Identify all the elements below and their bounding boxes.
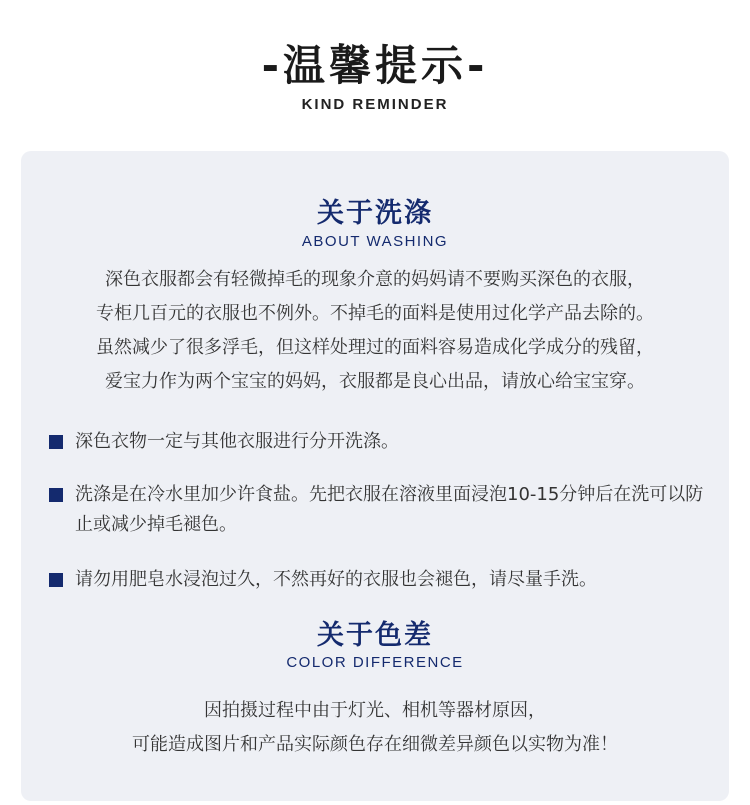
washing-bullet (49, 427, 714, 457)
washing-paragraph-line: 虽然减少了很多浮毛，但这样处理过的面料容易造成化学成分的残留， (96, 337, 654, 358)
bullet-square-icon (49, 435, 63, 449)
color-paragraph-line: 因拍摄过程中由于灯光、相机等器材原因， (204, 700, 546, 721)
bullet-square-icon (49, 573, 63, 587)
washing-paragraph (21, 263, 729, 399)
washing-paragraph-line: 爱宝力作为两个宝宝的妈妈，衣服都是良心出品，请放心给宝宝穿。 (105, 371, 645, 392)
color-section-title: 关于色差 (317, 620, 433, 651)
washing-bullet-text: 深色衣物一定与其他衣服进行分开洗涤。 (75, 431, 399, 452)
washing-section-subtitle: ABOUT WASHING (301, 233, 449, 250)
washing-bullet (49, 565, 714, 595)
color-section-subtitle: COLOR DIFFERENCE (286, 654, 464, 671)
washing-bullet (49, 480, 714, 540)
bullet-square-icon (49, 488, 63, 502)
header (0, 38, 750, 113)
color-paragraph-line: 可能造成图片和产品实际颜色存在细微差异颜色以实物为准！ (132, 734, 618, 755)
washing-bullet-text: 洗涤是在冷水里加少许食盐。先把衣服在溶液里面浸泡10-15分钟后在洗可以防止或减少掉毛褪色。 (75, 484, 704, 535)
washing-paragraph-line: 专柜几百元的衣服也不例外。不掉毛的面料是使用过化学产品去除的。 (96, 303, 654, 324)
color-paragraph (21, 694, 729, 762)
reminder-card (21, 151, 729, 801)
page-subtitle: KIND REMINDER (301, 96, 449, 113)
washing-section-title: 关于洗涤 (317, 198, 433, 229)
washing-bullet-text: 请勿用肥皂水浸泡过久，不然再好的衣服也会褪色，请尽量手洗。 (75, 569, 597, 590)
page-title: -温馨提示- (261, 41, 489, 90)
washing-paragraph-line: 深色衣服都会有轻微掉毛的现象介意的妈妈请不要购买深色的衣服， (105, 269, 645, 290)
